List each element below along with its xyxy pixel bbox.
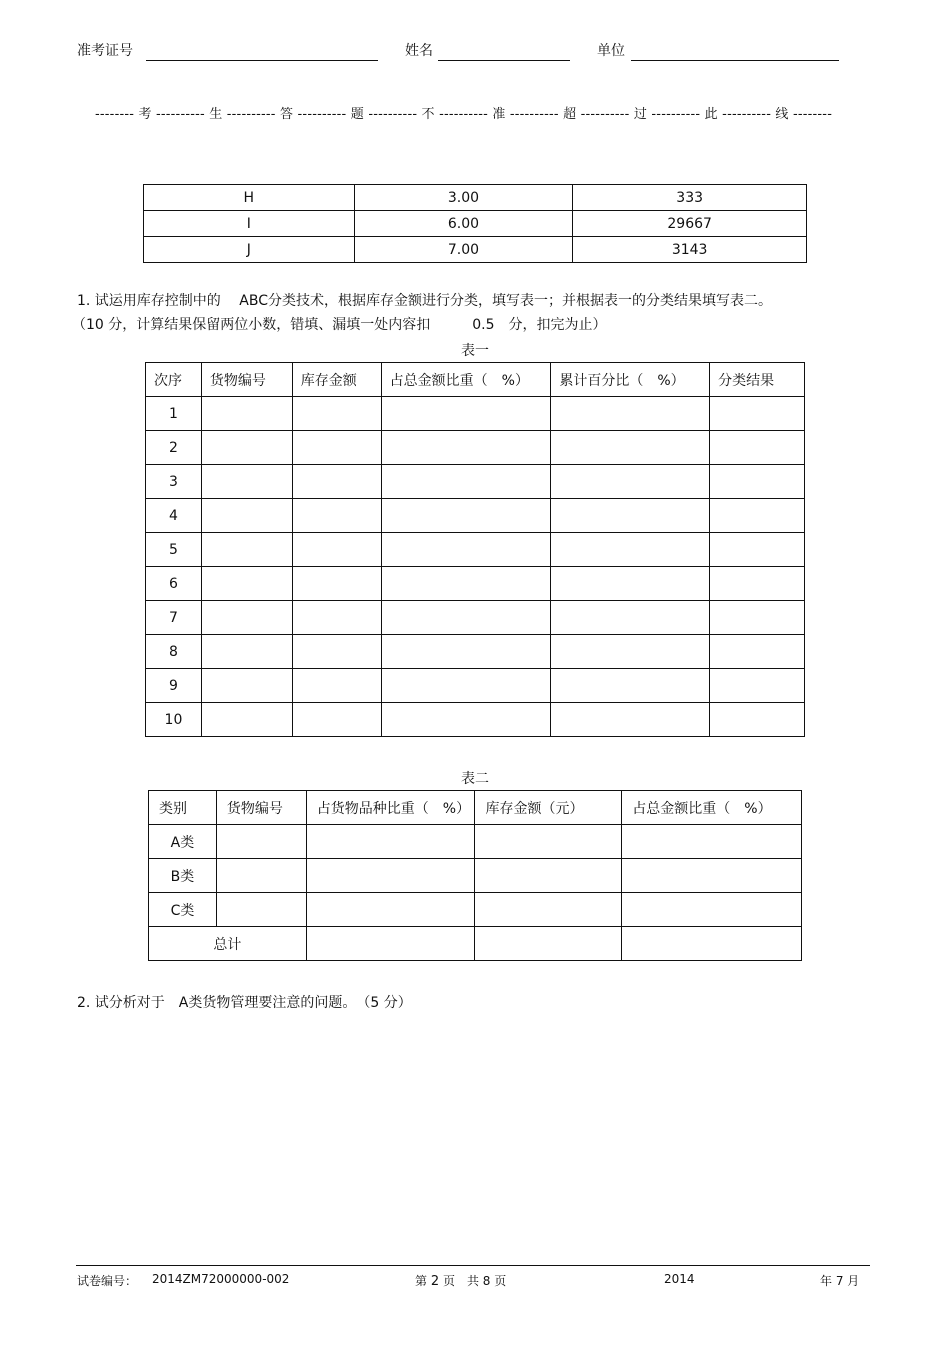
question1-line1: 1. 试运用库存控制中的 ABC分类技术，根据库存金额进行分类，填写表一；并根据表一的分类结果填写表二。 — [77, 293, 772, 309]
footer-year: 2014 — [664, 1272, 695, 1286]
unit-field[interactable] — [631, 60, 839, 61]
table2-header-amount: 库存金额（元） — [475, 791, 622, 825]
goods-no-cell[interactable] — [201, 465, 292, 499]
result-cell[interactable] — [710, 601, 805, 635]
table-row — [149, 859, 802, 893]
cumulative-cell[interactable] — [551, 601, 710, 635]
amount-cell[interactable] — [292, 635, 381, 669]
amount-cell[interactable] — [292, 431, 381, 465]
row-number: 2 — [146, 431, 202, 465]
name-field[interactable] — [438, 60, 570, 61]
share-cell[interactable] — [381, 431, 551, 465]
table1-header-cumulative: 累计百分比（ %） — [551, 363, 710, 397]
share-cell[interactable] — [381, 465, 551, 499]
question1-line2: （10 分，计算结果保留两位小数，错填、漏填一处内容扣 0.5 分，扣完为止） — [72, 317, 607, 333]
table-row — [146, 431, 805, 465]
question2-text: 2. 试分析对于 A类货物管理要注意的问题。 （5 分） — [77, 995, 412, 1011]
total-label: 总计 — [149, 927, 307, 961]
result-cell[interactable] — [710, 669, 805, 703]
goods-no-cell[interactable] — [201, 533, 292, 567]
page-current: 2 — [430, 1274, 440, 1289]
table1-header-order: 次序 — [146, 363, 202, 397]
table1 — [145, 362, 805, 737]
exam-id-field[interactable] — [146, 60, 378, 61]
table-row — [144, 237, 807, 263]
goods-no-cell[interactable] — [201, 431, 292, 465]
share-cell[interactable] — [381, 499, 551, 533]
table-row — [146, 397, 805, 431]
table-row — [149, 825, 802, 859]
page-suffix: 页 — [494, 1274, 507, 1288]
page-prefix: 第 — [415, 1274, 428, 1288]
table1-caption: 表一 — [461, 343, 489, 359]
data-item: I — [144, 211, 355, 237]
table-row — [146, 567, 805, 601]
page-total: 8 — [482, 1274, 491, 1288]
amount-cell[interactable] — [292, 703, 381, 737]
cumulative-cell[interactable] — [551, 431, 710, 465]
result-cell[interactable] — [710, 703, 805, 737]
amount-cell[interactable] — [475, 825, 622, 859]
table-row — [144, 211, 807, 237]
data-price: 333 — [573, 185, 807, 211]
cumulative-cell[interactable] — [551, 397, 710, 431]
data-price: 3143 — [573, 237, 807, 263]
goods-no-cell[interactable] — [201, 601, 292, 635]
table-row — [146, 703, 805, 737]
table2 — [148, 790, 802, 961]
answer-area[interactable] — [77, 1020, 867, 1250]
footer-month: 年 7 月 — [820, 1274, 860, 1288]
unit-label: 单位 — [597, 43, 625, 59]
table-row — [146, 533, 805, 567]
cumulative-cell[interactable] — [551, 567, 710, 601]
page-middle: 页 共 — [442, 1274, 479, 1288]
table2-header-goods-no: 货物编号 — [216, 791, 306, 825]
category-a: A类 — [149, 825, 217, 859]
footer-divider — [76, 1265, 870, 1266]
amount-cell[interactable] — [475, 927, 622, 961]
variety-share-cell[interactable] — [306, 927, 475, 961]
goods-no-cell[interactable] — [201, 703, 292, 737]
row-number: 3 — [146, 465, 202, 499]
data-item: J — [144, 237, 355, 263]
goods-no-cell[interactable] — [201, 635, 292, 669]
table2-header-row — [149, 791, 802, 825]
data-qty: 7.00 — [354, 237, 573, 263]
goods-no-cell[interactable] — [216, 859, 306, 893]
table1-header-goods-no: 货物编号 — [201, 363, 292, 397]
amount-share-cell[interactable] — [622, 825, 802, 859]
result-cell[interactable] — [710, 397, 805, 431]
table1-header-row — [146, 363, 805, 397]
share-cell[interactable] — [381, 601, 551, 635]
table-row — [146, 669, 805, 703]
share-cell[interactable] — [381, 703, 551, 737]
cumulative-cell[interactable] — [551, 533, 710, 567]
cumulative-cell[interactable] — [551, 465, 710, 499]
cumulative-cell[interactable] — [551, 635, 710, 669]
row-number: 6 — [146, 567, 202, 601]
result-cell[interactable] — [710, 635, 805, 669]
result-cell[interactable] — [710, 567, 805, 601]
amount-cell[interactable] — [292, 601, 381, 635]
table2-caption: 表二 — [461, 771, 489, 787]
row-number: 1 — [146, 397, 202, 431]
row-number: 5 — [146, 533, 202, 567]
amount-share-cell[interactable] — [622, 927, 802, 961]
variety-share-cell[interactable] — [306, 893, 475, 927]
row-number: 4 — [146, 499, 202, 533]
share-cell[interactable] — [381, 669, 551, 703]
table1-header-amount: 库存金额 — [292, 363, 381, 397]
row-number: 7 — [146, 601, 202, 635]
data-qty: 3.00 — [354, 185, 573, 211]
paper-no: 2014ZM72000000-002 — [152, 1272, 290, 1286]
amount-cell[interactable] — [292, 567, 381, 601]
share-cell[interactable] — [381, 397, 551, 431]
table-row — [146, 601, 805, 635]
amount-cell[interactable] — [292, 533, 381, 567]
data-qty: 6.00 — [354, 211, 573, 237]
goods-no-cell[interactable] — [201, 567, 292, 601]
exam-id-label: 准考证号 — [77, 43, 133, 59]
amount-share-cell[interactable] — [622, 893, 802, 927]
table-row — [146, 499, 805, 533]
table-row — [144, 185, 807, 211]
table1-header-result: 分类结果 — [710, 363, 805, 397]
goods-no-cell[interactable] — [201, 669, 292, 703]
table-row — [146, 465, 805, 499]
paper-no-label: 试卷编号： — [77, 1274, 138, 1288]
table2-header-category: 类别 — [149, 791, 217, 825]
cumulative-cell[interactable] — [551, 499, 710, 533]
table-row — [146, 635, 805, 669]
result-cell[interactable] — [710, 465, 805, 499]
table-row — [149, 893, 802, 927]
amount-share-cell[interactable] — [622, 859, 802, 893]
row-number: 10 — [146, 703, 202, 737]
name-label: 姓名 — [405, 43, 433, 59]
page-indicator — [415, 1272, 506, 1289]
amount-cell[interactable] — [292, 669, 381, 703]
variety-share-cell[interactable] — [306, 859, 475, 893]
result-cell[interactable] — [710, 499, 805, 533]
goods-no-cell[interactable] — [201, 499, 292, 533]
category-c: C类 — [149, 893, 217, 927]
data-price: 29667 — [573, 211, 807, 237]
table1-header-share: 占总金额比重（ %） — [381, 363, 551, 397]
result-cell[interactable] — [710, 431, 805, 465]
goods-no-cell[interactable] — [216, 825, 306, 859]
cumulative-cell[interactable] — [551, 703, 710, 737]
data-table — [143, 184, 807, 263]
share-cell[interactable] — [381, 567, 551, 601]
row-number: 9 — [146, 669, 202, 703]
seal-line: -------- 考 ---------- 生 ---------- 答 ---------- 题 ---------- 不 ---------- 准 ---------- 超 ---------- 过 ---------- 此 ---------- 线 -------- — [95, 107, 833, 122]
row-number: 8 — [146, 635, 202, 669]
table2-header-variety-share: 占货物品种比重（ %） — [306, 791, 475, 825]
cumulative-cell[interactable] — [551, 669, 710, 703]
result-cell[interactable] — [710, 533, 805, 567]
data-item: H — [144, 185, 355, 211]
table-row — [149, 927, 802, 961]
share-cell[interactable] — [381, 533, 551, 567]
table2-header-amount-share: 占总金额比重（ %） — [622, 791, 802, 825]
amount-cell[interactable] — [292, 465, 381, 499]
amount-cell[interactable] — [475, 893, 622, 927]
amount-cell[interactable] — [292, 499, 381, 533]
goods-no-cell[interactable] — [216, 893, 306, 927]
variety-share-cell[interactable] — [306, 825, 475, 859]
share-cell[interactable] — [381, 635, 551, 669]
goods-no-cell[interactable] — [201, 397, 292, 431]
category-b: B类 — [149, 859, 217, 893]
amount-cell[interactable] — [475, 859, 622, 893]
amount-cell[interactable] — [292, 397, 381, 431]
